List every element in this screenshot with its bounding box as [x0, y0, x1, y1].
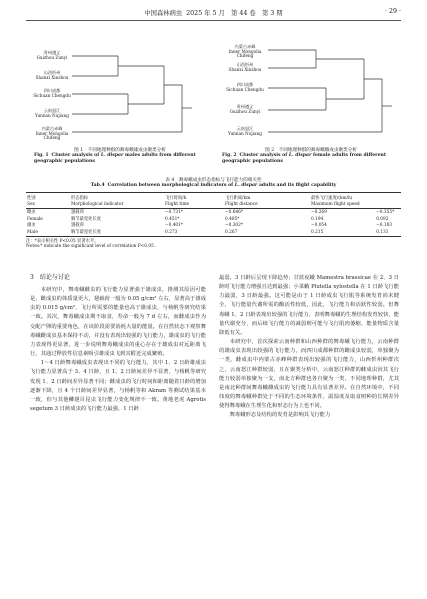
value-cell: 0.131 [376, 229, 389, 235]
paragraph: 本研究中，首次探索云南种群和山西种群的舞毒蛾飞行能力，云南种群的雄成虫表现出较强的飞行能力，而四川成都种群的雌成虫较弱，单独聚为一类，雌成虫中内蒙古赤峰种群表现出较强的飞行能力，山西忻州种群次之，云南怒江种群较弱，且在聚类分析中，云南怒江种群的雌成虫因其飞行能力较弱单独聚为一支，南北方种群也各自聚为一类，不同地理种群，尤其是南北种群间舞毒蛾雌成虫的飞行能力具有显著差异。在自然环境中，不同纬度的舞毒蛾种群处于不同的生态环境条件，温湿度及取食树种的长期差异使得舞毒蛾在生理生化和形态行为上也不同。 [219, 339, 399, 410]
fig1-leaf: 山西忻州 Shanxi Xinzhou [35, 70, 69, 80]
header-cell: Flight distance [225, 202, 258, 208]
fig2-leaf: 贵州遵义 Guizhou Zunyi [229, 104, 261, 114]
table-note [26, 239, 401, 250]
table-4-caption-en: Tab.4 Correlation between morphological indicators of L. dispar adults and its flight capability [90, 183, 337, 189]
figure-1-dendrogram [32, 44, 200, 140]
value-cell: −0.401* [165, 223, 184, 229]
value-cell: −0.355* [376, 209, 395, 215]
header-cell: Morphological indicator [71, 202, 124, 208]
page-number: · 29 · [384, 8, 401, 15]
value-cell: −0.183 [376, 223, 393, 229]
paragraph: 本研究中，舞毒蛾雌虫的飞行能力显著强于雄成虫，推测其原因可能是，雌成虫的体质量更大，翅载荷一般为 0.05 g/cm² 左右，显著高于雄成虫的 0.015 g/cm²，飞行所需要的能量也高于雄成虫，与杨帆等研究结果一致。其次，舞毒蛾成虫期不取食，寿命一般为 7 d 左右，而雌成虫作为交配产卵的重要角色，在该阶段需要消耗大量的能量。在自然状态下观察舞毒蛾雌成虫基本保持不动，并没有表现出较强的飞行能力，雄成虫的飞行能力表现得更显著，进一步说明舞毒蛾成虫的重心存在于雄成虫对远距离飞行，其通过释放性信息素吸引雄成虫飞到其附近完成繁殖。 [30, 287, 206, 358]
table-note-cn: 注：*表示相关性 P<0.05 显著水平。 [26, 238, 99, 244]
paragraph: 舞毒蛾形态及结构的发育是影响其飞行能力 [229, 412, 331, 419]
table-4-caption-cn: 表 4 舞毒蛾成虫形态指标与飞行能力的相关性 [165, 178, 262, 183]
value-cell: 0.273 [165, 229, 178, 235]
value-cell: 0.194 [311, 216, 324, 222]
header-cell: 性别 [27, 195, 36, 201]
value-cell: 0.451* [165, 216, 180, 222]
fig1-leaf: 四川成都 Sichuan Chengdu [33, 88, 71, 98]
indicator-cell: 胸节最宽处长度 [71, 216, 102, 222]
fig2-caption-cn: 图 2 不同地理种群的舞毒蛾雌成虫聚类分析 [265, 148, 357, 153]
fig2-leaf: 山西忻州 Shanxi Xinzhou [228, 62, 262, 72]
header-cell: Sex [27, 202, 35, 208]
table-note-en: Notes:* indicate the significant level of correlation P<0.05 . [26, 244, 157, 250]
value-cell: −0.302* [225, 223, 244, 229]
value-cell: −0.646* [225, 209, 244, 215]
table-header-cn [26, 193, 401, 202]
paragraph: 1～4 日龄舞毒蛾成虫表现出不同的飞行能力，其中 1、2 日龄雄成虫飞行能力显著高于 3、4 日龄，且 1、2 日龄间差异不显著，与杨帆等研究发现 1、2 日龄间差异显著不同；雌成虫的飞行时间和距离随着日龄的增加逐渐下降，且 4 个日龄间差异显著，与杨帆等和 Akram 等测试结果基本一致，但与其他鳞翅目昆虫飞行能力变化规律不一致。黄地老虎 Agrotis segetum 3 日龄成虫的飞行能力最强，1 日龄 [30, 360, 206, 413]
value-cell: 0.215 [311, 229, 324, 235]
indicator-cell: 翅载荷 [71, 223, 84, 229]
right-column [219, 274, 399, 592]
sex-cell: 雌虫 [27, 209, 36, 215]
indicator-cell: 翅载荷 [71, 209, 84, 215]
paragraph: 最弱，3 日龄后呈现下降趋势；甘蓝夜蛾 Mamestra brassicae 在 2、3 日龄时飞行能力增强且达到最强；小菜蛾 Plutella xylostella 在 1 日龄飞行能力最弱，3 日龄最强。这可能是由于 1 日龄成虫飞行肌等系统发育尚未健全，飞行能量代谢所需的酶活性较低，因此，飞行能力和活跃性较弱。但舞毒蛾 1、2 日龄表现出较强的飞行能力，表明舞毒蛾的生理结构发育较快，能量代谢充分，而后续飞行能力的减弱则可能与飞行肌肉萎缩、能量物质含量降低有关。 [219, 275, 399, 336]
value-cell: −0.269 [311, 209, 327, 215]
sex-cell: Female [27, 216, 43, 222]
table-4 [26, 192, 401, 250]
value-cell: 0.092 [376, 216, 389, 222]
figure-1-caption [34, 148, 206, 164]
sex-cell: Male [27, 229, 38, 235]
fig1-caption-en: Fig. 1 Cluster analysis of L. dispar males adults from different geographic populations [34, 153, 196, 164]
header-cell: Flight time [165, 202, 190, 208]
header-cell: Maximum flight speed [311, 202, 360, 208]
figure-2-dendrogram [224, 40, 400, 144]
value-cell: −0.054 [311, 223, 327, 229]
fig1-caption-cn: 图 1 不同地理种群的舞毒蛾雄成虫聚类分析 [74, 148, 166, 153]
fig1-leaf: 贵州遵义 Guizhou Zunyi [36, 50, 68, 60]
fig2-leaf: 云南怒江 Yunnan Nujiang [228, 126, 262, 136]
fig1-leaf: 云南怒江 Yunnan Nujiang [35, 108, 69, 118]
table-header-en [26, 202, 401, 209]
value-cell: 0.267 [225, 229, 238, 235]
fig2-leaf: 四川成都 Sichuan Chengdu [226, 82, 264, 92]
header-cell: 飞行距离/km [225, 195, 251, 201]
fig2-leaf: 内蒙古赤峰 Inner Mongolia Chifeng [228, 44, 262, 59]
fig1-leaf: 内蒙古赤峰 Inner Mongolia Chifeng [35, 126, 69, 141]
sex-cell: 雄虫 [27, 223, 36, 229]
table-row [26, 216, 401, 223]
table-row [26, 209, 401, 216]
header-cell: 飞行时间/h [165, 195, 187, 201]
fig2-caption-en: Fig. 2 Cluster analysis of L. dispar female adults from different geographic populations [222, 153, 386, 164]
section-heading: 3 结论与讨论 [30, 274, 70, 281]
header-cell: 最快飞行速度/(km/h) [311, 195, 353, 201]
figure-2-caption [222, 148, 400, 164]
left-column [30, 286, 206, 592]
header-cell: 形态指标 [71, 195, 89, 201]
table-4-caption [26, 178, 401, 189]
header-rule [26, 20, 401, 21]
value-cell: 0.485* [225, 216, 240, 222]
table-row [26, 222, 401, 229]
issue-info: 2025 年 5 月 第 44 卷 第 3 期 [186, 10, 283, 17]
table-row [26, 229, 401, 236]
indicator-cell: 胸节最宽处长度 [71, 229, 102, 235]
journal-name: 中国森林病虫 [144, 10, 183, 17]
value-cell: −0.731* [165, 209, 184, 215]
